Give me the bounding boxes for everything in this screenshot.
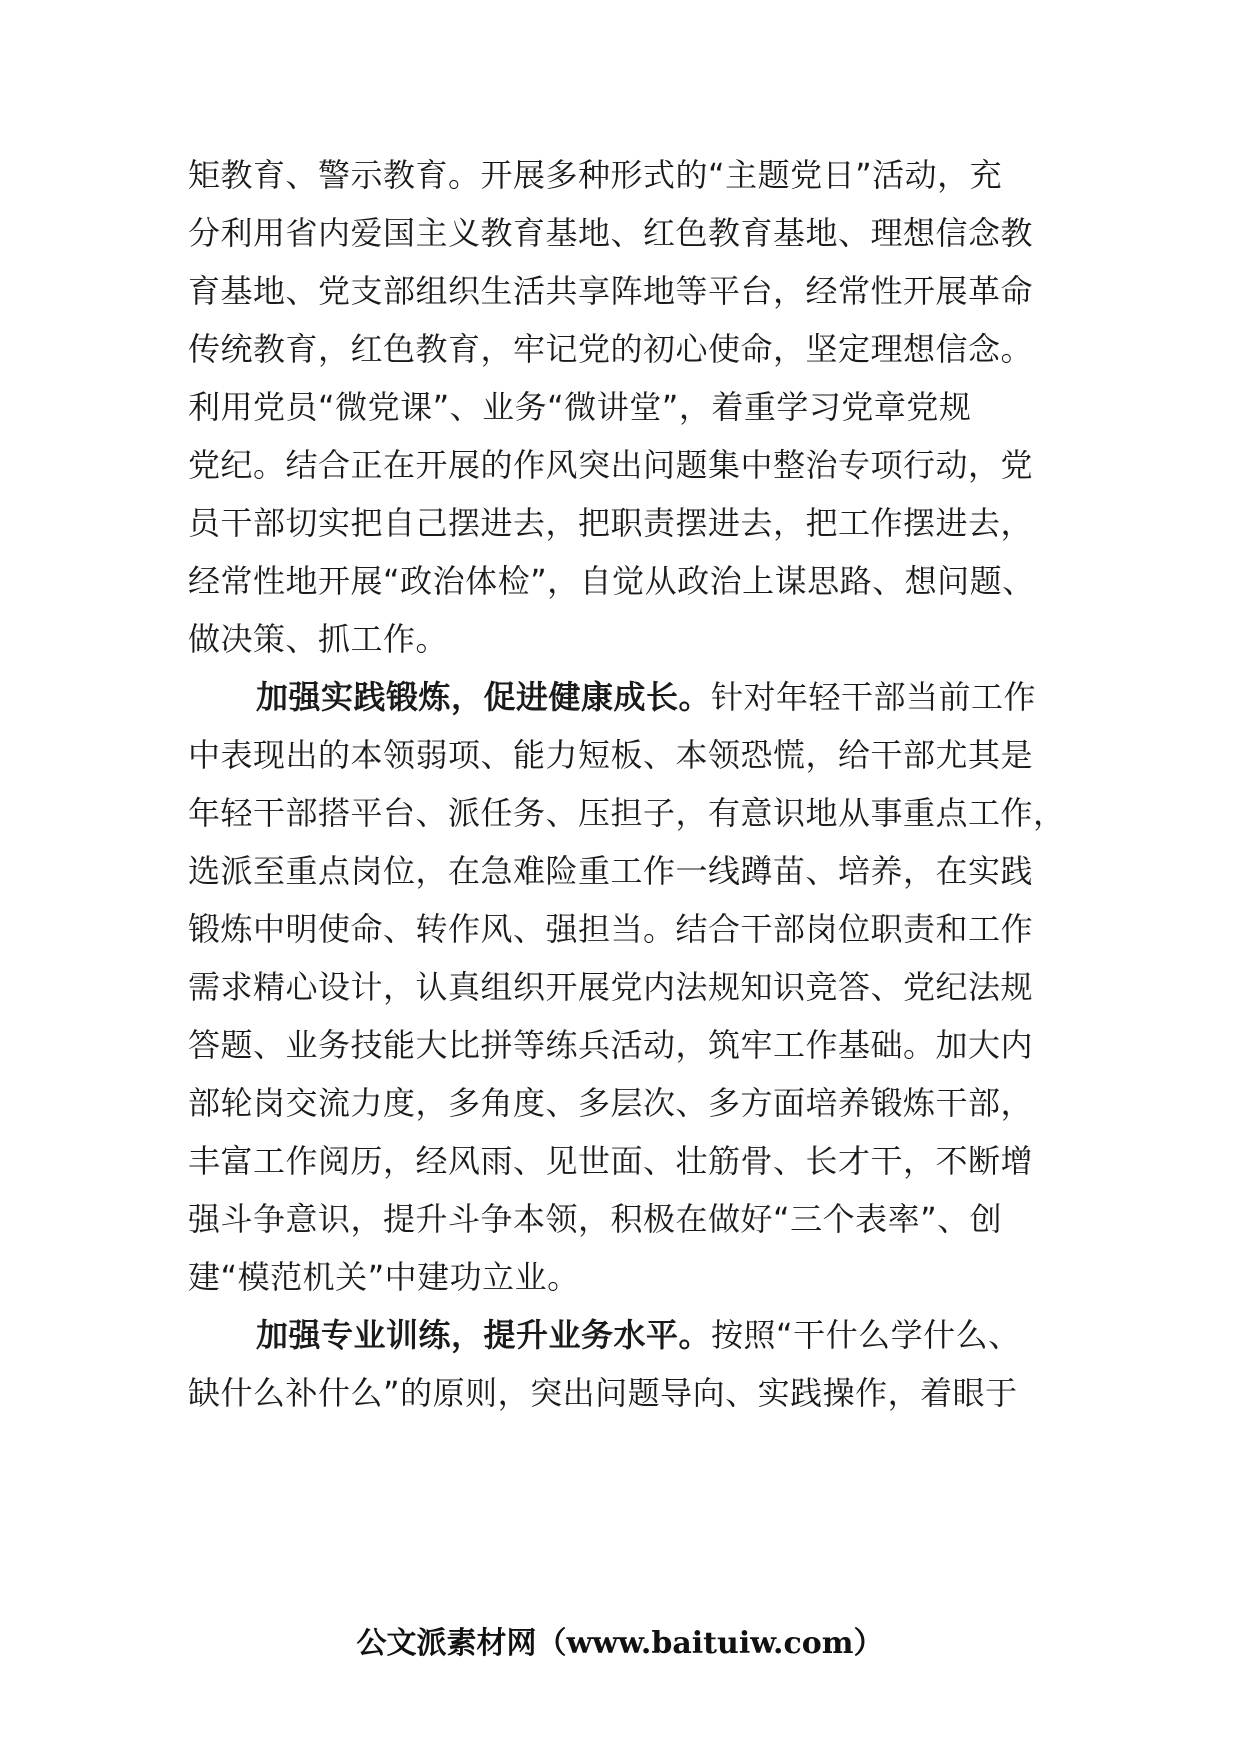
text-line: 锻炼中明使命、转作风、强担当。结合干部岗位职责和工作 <box>188 910 1034 948</box>
text-line: 员干部切实把自己摆进去，把职责摆进去，把工作摆进去， <box>188 504 1034 542</box>
text-line: 党纪。结合正在开展的作风突出问题集中整治专项行动，党 <box>188 446 1034 484</box>
text-line: 强斗争意识，提升斗争本领，积极在做好“三个表率”、创 <box>188 1200 1003 1238</box>
text-line: 答题、业务技能大比拼等练兵活动，筑牢工作基础。加大内 <box>188 1026 1034 1064</box>
text-line: 建“模范机关”中建功立业。 <box>188 1258 580 1296</box>
text-line: 部轮岗交流力度，多角度、多层次、多方面培养锻炼干部， <box>188 1084 1034 1122</box>
text-line: 做决策、抓工作。 <box>188 620 449 658</box>
text-line: 利用党员“微党课”、业务“微讲堂”，着重学习党章党规 <box>188 388 972 426</box>
text-line: 分利用省内爱国主义教育基地、红色教育基地、理想信念教 <box>188 214 1034 252</box>
paragraph-text: 针对年轻干部当前工作 <box>711 678 1037 716</box>
paragraph-heading: 加强专业训练，提升业务水平。 <box>256 1316 712 1354</box>
text-line: 丰富工作阅历，经风雨、见世面、壮筋骨、长才干，不断增 <box>188 1142 1034 1180</box>
text-line: 经常性地开展“政治体检”，自觉从政治上谋思路、想问题、 <box>188 562 1035 600</box>
text-line: 年轻干部搭平台、派任务、压担子，有意识地从事重点工作， <box>188 794 1066 832</box>
text-line: 需求精心设计，认真组织开展党内法规知识竞答、党纪法规 <box>188 968 1034 1006</box>
text-line: 中表现出的本领弱项、能力短板、本领恐慌，给干部尤其是 <box>188 736 1034 774</box>
text-line: 矩教育、警示教育。开展多种形式的“主题党日”活动，充 <box>188 156 1003 194</box>
paragraph-first-line <box>256 677 1136 717</box>
text-line: 育基地、党支部组织生活共享阵地等平台，经常性开展革命 <box>188 272 1034 310</box>
paragraph-text: 按照“干什么学什么、 <box>711 1316 1021 1354</box>
paragraph-heading: 加强实践锻炼，促进健康成长。 <box>256 678 712 716</box>
text-line: 传统教育，红色教育，牢记党的初心使命，坚定理想信念。 <box>188 330 1034 368</box>
text-line: 缺什么补什么”的原则，突出问题导向、实践操作，着眼于 <box>188 1374 1018 1412</box>
paragraph-first-line <box>256 1315 1136 1355</box>
text-line: 选派至重点岗位，在急难险重工作一线蹲苗、培养，在实践 <box>188 852 1034 890</box>
page-footer: 公文派素材网（www.baituiw.com） <box>356 1626 884 1661</box>
